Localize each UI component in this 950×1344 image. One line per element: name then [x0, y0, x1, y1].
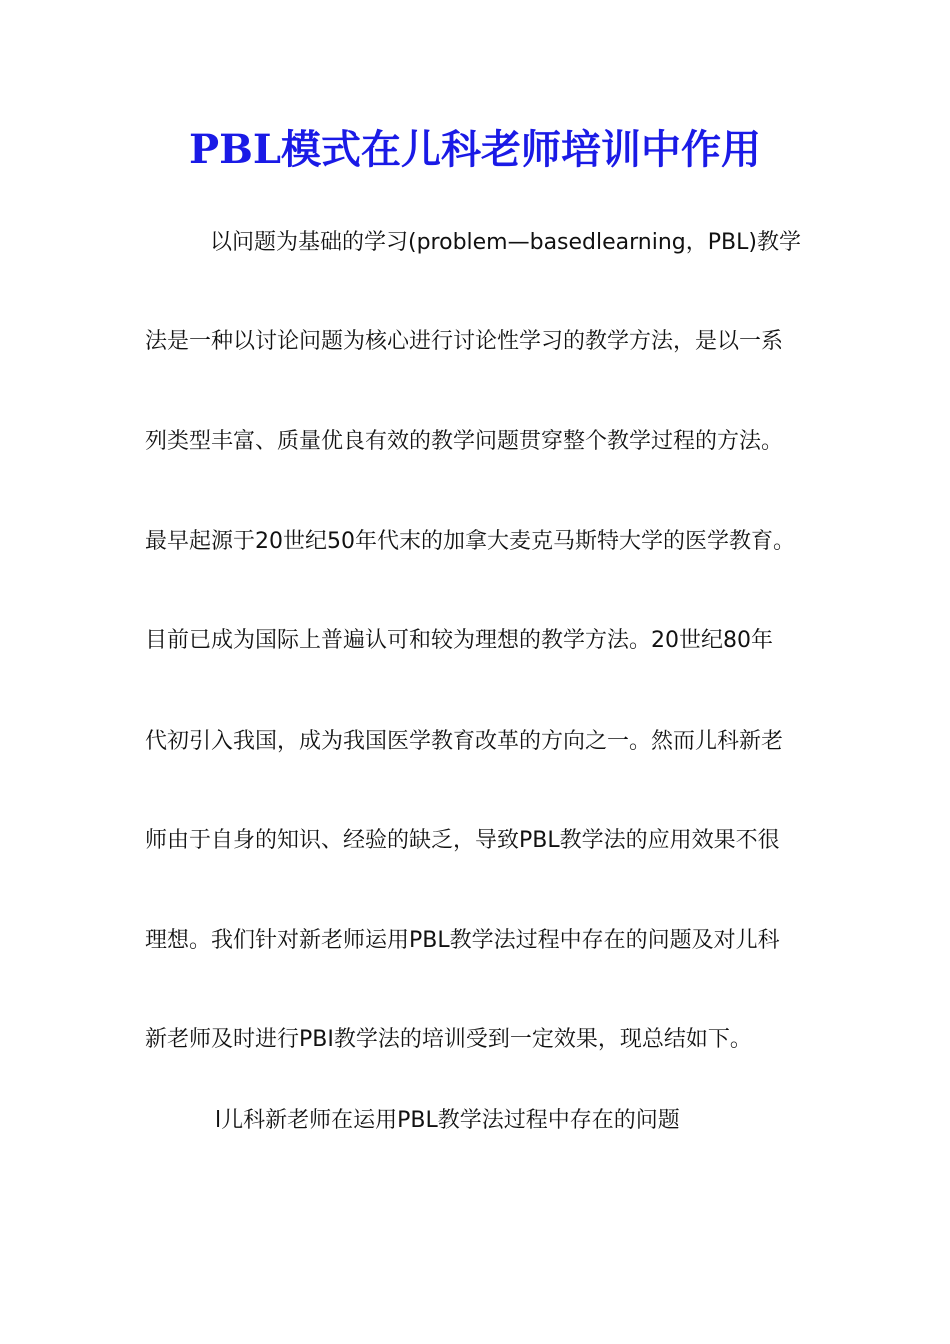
section-heading: l儿科新老师在运用PBL教学法过程中存在的问题 [215, 1108, 680, 1133]
paragraph-line-6: 代初引入我国，成为我国医学教育改革的方向之一。然而儿科新老 [145, 729, 784, 754]
paragraph-line-3: 列类型丰富、质量优良有效的教学问题贯穿整个教学过程的方法。 [145, 429, 784, 454]
paragraph-line-2: 法是一种以讨论问题为核心进行讨论性学习的教学方法，是以一系 [145, 329, 784, 354]
document-title: PBL模式在儿科老师培训中作用 [188, 126, 761, 173]
paragraph-line-8: 理想。我们针对新老师运用PBL教学法过程中存在的问题及对儿科 [145, 928, 780, 953]
paragraph-line-4: 最早起源于20世纪50年代末的加拿大麦克马斯特大学的医学教育。 [145, 529, 795, 554]
paragraph-line-5: 目前已成为国际上普遍认可和较为理想的教学方法。20世纪80年 [145, 628, 773, 653]
paragraph-line-1: 以问题为基础的学习(problem—basedlearning，PBL)教学 [210, 230, 801, 255]
paragraph-line-9: 新老师及时进行PBI教学法的培训受到一定效果，现总结如下。 [145, 1027, 752, 1052]
paragraph-line-7: 师由于自身的知识、经验的缺乏，导致PBL教学法的应用效果不很 [145, 828, 780, 853]
